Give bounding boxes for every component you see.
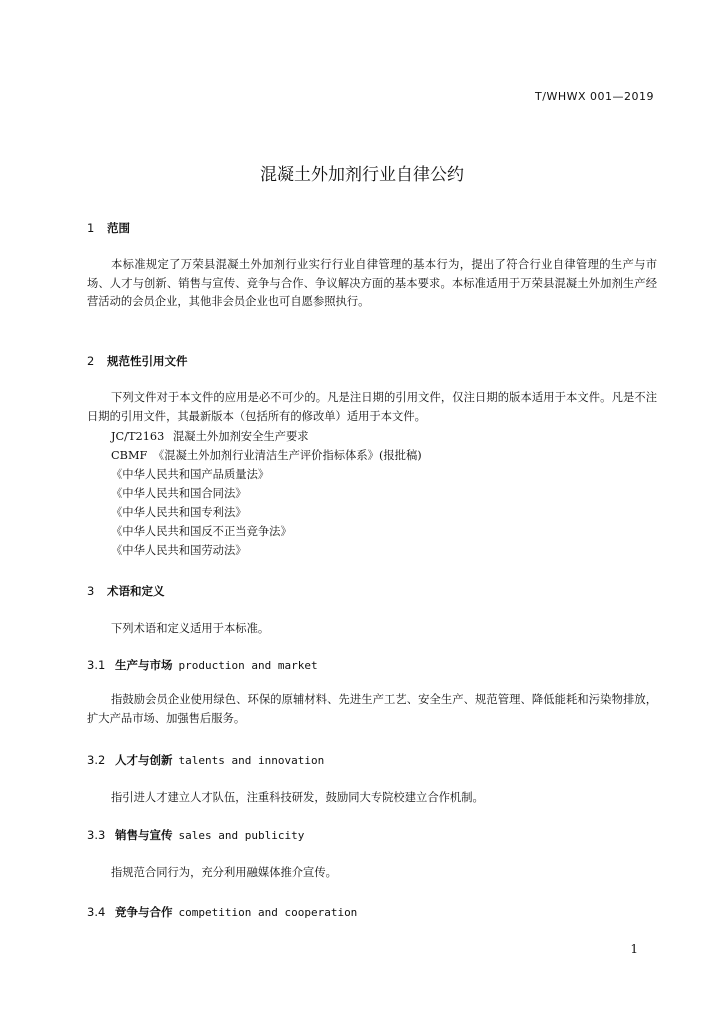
law-reference: 《中华人民共和国产品质量法》 bbox=[111, 468, 270, 481]
section-title: 术语和定义 bbox=[107, 584, 165, 598]
section-2-heading bbox=[87, 353, 188, 369]
term-number: 3.3 bbox=[87, 828, 106, 842]
term-en: talents and innovation bbox=[178, 754, 325, 767]
section-title: 规范性引用文件 bbox=[107, 354, 188, 368]
section-3-heading bbox=[87, 583, 165, 599]
term-zh: 人才与创新 bbox=[115, 753, 173, 767]
term-zh: 生产与市场 bbox=[115, 658, 173, 672]
term-zh: 销售与宣传 bbox=[115, 828, 173, 842]
reference-item bbox=[111, 428, 309, 444]
term-en: sales and publicity bbox=[178, 829, 305, 842]
reference-title: 混凝土外加剂安全生产要求 bbox=[173, 430, 309, 443]
law-reference: 《中华人民共和国专利法》 bbox=[111, 506, 247, 519]
section-1-paragraph: 本标准规定了万荣县混凝土外加剂行业实行行业自律管理的基本行为，提出了符合行业自律管理的生产与市场、人才与创新、销售与宣传、竞争与合作、争议解决方面的基本要求。本标准适用于万荣县混凝土外加剂生产经营活动的会员企业，其他非会员企业也可自愿参照执行。 bbox=[87, 258, 657, 308]
law-reference: 《中华人民共和国反不正当竞争法》 bbox=[111, 525, 292, 538]
term-3-4-heading bbox=[87, 904, 357, 920]
term-en: production and market bbox=[178, 659, 318, 672]
section-number: 2 bbox=[87, 354, 95, 368]
term-number: 3.1 bbox=[87, 658, 106, 672]
section-number: 1 bbox=[87, 221, 95, 235]
reference-item bbox=[111, 447, 422, 463]
term-3-2-definition: 指引进人才建立人才队伍，注重科技研发，鼓励同大专院校建立合作机制。 bbox=[111, 791, 484, 804]
document-title: 混凝土外加剂行业自律公约 bbox=[260, 165, 464, 185]
section-2-intro: 下列文件对于本文件的应用是必不可少的。凡是注日期的引用文件，仅注日期的版本适用于本文件。凡是不注日期的引用文件，其最新版本（包括所有的修改单）适用于本文件。 bbox=[87, 391, 657, 423]
term-3-1-heading bbox=[87, 657, 318, 673]
section-number: 3 bbox=[87, 584, 95, 598]
law-reference: 《中华人民共和国合同法》 bbox=[111, 487, 247, 500]
section-3-intro: 下列术语和定义适用于本标准。 bbox=[111, 622, 270, 635]
term-en: competition and cooperation bbox=[178, 906, 358, 919]
reference-code: JC/T2163 bbox=[111, 430, 165, 443]
section-1-heading bbox=[87, 220, 130, 236]
reference-code: CBMF bbox=[111, 449, 148, 462]
page-number: 1 bbox=[630, 942, 638, 956]
term-3-1-definition: 指鼓励会员企业使用绿色、环保的原辅材料、先进生产工艺、安全生产、规范管理、降低能耗和污染物排放，扩大产品市场、加强售后服务。 bbox=[87, 693, 657, 725]
term-zh: 竞争与合作 bbox=[115, 905, 173, 919]
reference-title: 《混凝土外加剂行业清洁生产评价指标体系》(报批稿) bbox=[153, 449, 422, 462]
term-3-2-heading bbox=[87, 752, 324, 768]
section-title: 范围 bbox=[107, 221, 130, 235]
term-3-3-heading bbox=[87, 827, 304, 843]
term-number: 3.4 bbox=[87, 905, 106, 919]
term-3-3-definition: 指规范合同行为，充分利用融媒体推介宣传。 bbox=[111, 866, 337, 879]
law-reference: 《中华人民共和国劳动法》 bbox=[111, 544, 247, 557]
term-number: 3.2 bbox=[87, 753, 106, 767]
document-id: T/WHWX 001—2019 bbox=[535, 90, 654, 103]
